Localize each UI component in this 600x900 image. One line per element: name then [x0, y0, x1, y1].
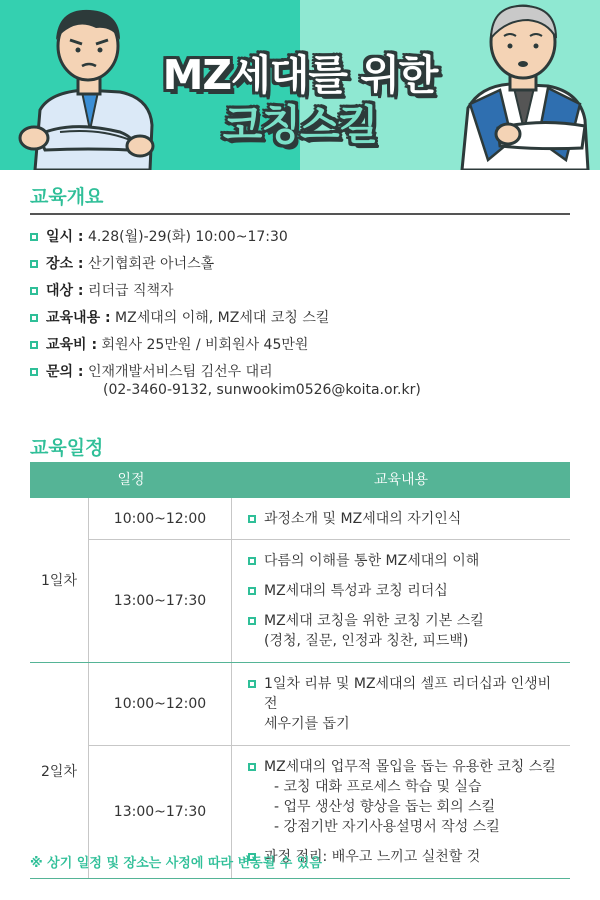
content-item: [248, 509, 560, 529]
slot-time: 13:00~17:30: [89, 540, 232, 662]
content-subitem: - 코칭 대화 프로세스 학습 및 실습: [274, 779, 482, 795]
square-bullet-icon: [30, 233, 38, 241]
overview-value: 회원사 25만원 / 비회원사 45만원: [101, 337, 309, 353]
slot-content: [232, 498, 570, 539]
slot-row: [89, 540, 570, 662]
overview-heading: 교육개요: [30, 186, 104, 208]
square-bullet-icon: [248, 515, 256, 523]
table-header: [30, 462, 570, 498]
schedule-heading: 교육일정: [30, 437, 104, 459]
content-text: 다름의 이해를 통한 MZ세대의 이해: [264, 553, 480, 569]
square-bullet-icon: [30, 287, 38, 295]
overview-label: 대상 :: [46, 283, 84, 299]
table-row-day1: [30, 498, 570, 663]
square-bullet-icon: [248, 557, 256, 565]
content-text: MZ세대의 업무적 몰입을 돕는 유용한 코칭 스킬: [264, 759, 556, 775]
content-text: MZ세대 코칭을 위한 코칭 기본 스킬: [264, 613, 484, 629]
content-continuation: 세우기를 돕기: [264, 716, 350, 732]
content-text: 과정소개 및 MZ세대의 자기인식: [264, 511, 462, 527]
content-subitem: - 강점기반 자기사용설명서 작성 스킬: [274, 819, 500, 835]
content-item: [248, 674, 560, 734]
table-row-day2: [30, 663, 570, 879]
slot-time: 13:00~17:30: [89, 746, 232, 878]
overview-item-contact: [30, 363, 570, 399]
slot-content: [232, 663, 570, 745]
square-bullet-icon: [30, 368, 38, 376]
contact-details: (02-3460-9132, sunwookim0526@koita.or.kr): [103, 382, 421, 398]
slot-time: 10:00~12:00: [89, 498, 232, 539]
overview-divider: [30, 213, 570, 215]
overview-value: 4.28(월)-29(화) 10:00~17:30: [87, 229, 288, 245]
overview-value: 리더급 직책자: [87, 283, 174, 299]
overview-value: MZ세대의 이해, MZ세대 코칭 스킬: [115, 310, 330, 326]
square-bullet-icon: [248, 617, 256, 625]
overview-label: 장소 :: [46, 256, 84, 272]
overview-item-venue: [30, 255, 570, 273]
overview-item-date: [30, 228, 570, 246]
slot-content: [232, 540, 570, 662]
overview-label: 교육비 :: [46, 337, 98, 353]
schedule-table: [30, 462, 570, 879]
day-label: 2일차: [30, 663, 89, 878]
content-item: [248, 757, 560, 837]
content-text: 1일차 리뷰 및 MZ세대의 셀프 리더십과 인생비전: [264, 676, 552, 712]
square-bullet-icon: [248, 587, 256, 595]
content-text: MZ세대의 특성과 코칭 리더십: [264, 583, 448, 599]
content-item: [248, 551, 560, 571]
content-subitem: - 업무 생산성 향상을 돕는 회의 스킬: [274, 799, 496, 815]
content-item: [248, 611, 560, 651]
day-label: 1일차: [30, 498, 89, 662]
overview-list: [30, 228, 570, 408]
slot-time: 10:00~12:00: [89, 663, 232, 745]
overview-item-fee: [30, 336, 570, 354]
square-bullet-icon: [248, 763, 256, 771]
header-content: 교육내용: [373, 472, 429, 488]
square-bullet-icon: [30, 314, 38, 322]
content-text: 과정 정리: 배우고 느끼고 실천할 것: [264, 849, 481, 865]
slot-row: [89, 498, 570, 540]
overview-item-content: [30, 309, 570, 327]
content-item: [248, 581, 560, 601]
overview-value: 인재개발서비스팀 김선우 대리: [87, 364, 273, 380]
content-continuation: (경청, 질문, 인정과 칭찬, 피드백): [264, 633, 469, 649]
square-bullet-icon: [30, 260, 38, 268]
square-bullet-icon: [248, 680, 256, 688]
footnote: ※ 상기 일정 및 장소는 사정에 따라 변동될 수 있음: [30, 856, 322, 871]
overview-item-target: [30, 282, 570, 300]
overview-label: 일시 :: [46, 229, 84, 245]
banner-title-line1: MZ세대를 위한: [162, 51, 438, 99]
slot-row: [89, 663, 570, 746]
overview-label: 문의 :: [46, 364, 84, 380]
banner-title-line2: 코칭스킬: [222, 101, 378, 149]
overview-label: 교육내용 :: [46, 310, 111, 326]
square-bullet-icon: [30, 341, 38, 349]
hero-banner: [0, 0, 600, 170]
overview-value: 산기협회관 아너스홀: [87, 256, 215, 272]
header-schedule: 일정: [117, 472, 145, 488]
